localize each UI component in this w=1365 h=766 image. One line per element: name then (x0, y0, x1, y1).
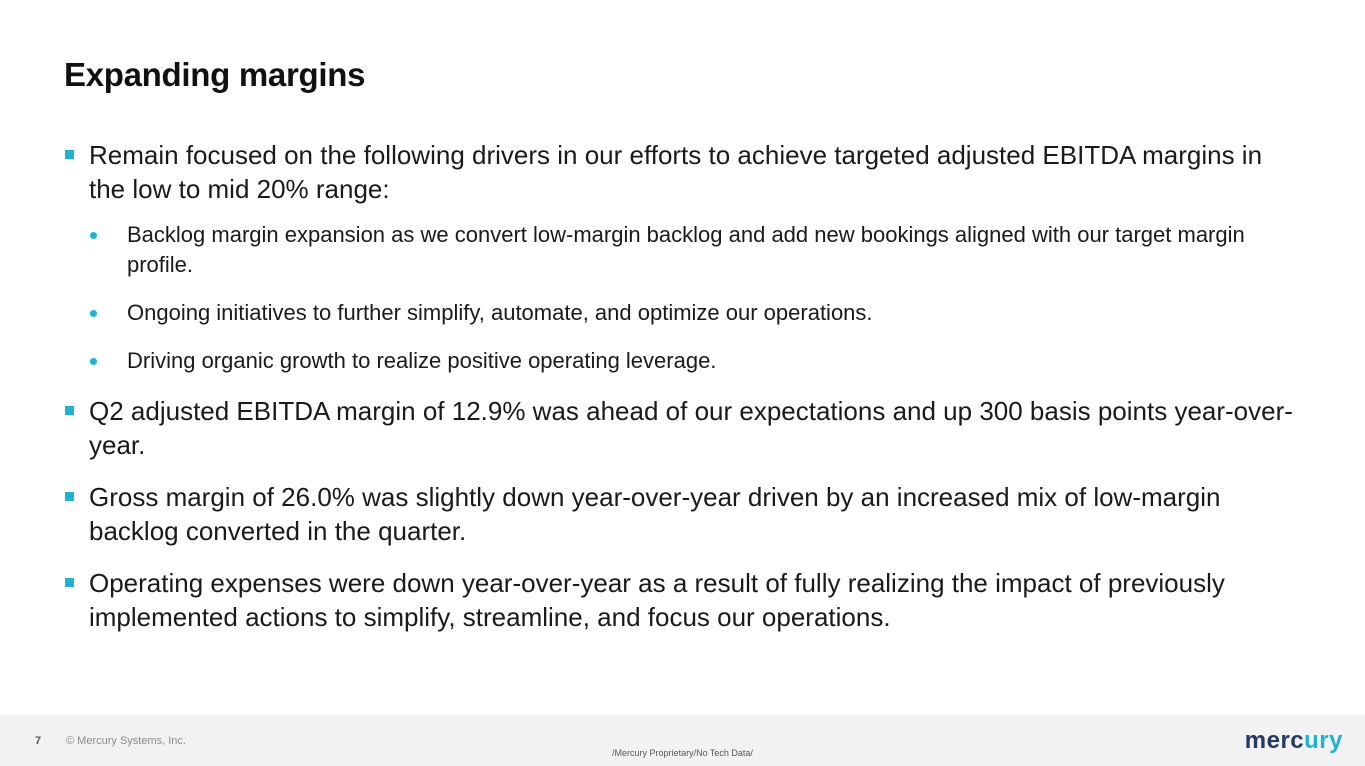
bullet-text: Q2 adjusted EBITDA margin of 12.9% was ahead of our expectations and up 300 basis points year-over-year. (89, 396, 1293, 460)
copyright-text: © Mercury Systems, Inc. (66, 735, 186, 747)
sub-bullet-text: Backlog margin expansion as we convert low-margin backlog and add new bookings aligned with our target margin profile. (127, 222, 1245, 277)
round-bullet-icon (90, 310, 97, 317)
bullet-text: Remain focused on the following drivers in our efforts to achieve targeted adjusted EBITDA margins in the low to mid 20% range: (89, 140, 1263, 204)
bullet-text: Gross margin of 26.0% was slightly down year-over-year driven by an increased mix of low-margin backlog converted in the quarter. (89, 482, 1221, 546)
square-bullet-icon (65, 150, 74, 159)
mercury-logo (1245, 726, 1343, 756)
square-bullet-icon (65, 492, 74, 501)
bullet-item (64, 394, 1304, 462)
sub-bullet-text: Ongoing initiatives to further simplify, automate, and optimize our operations. (127, 300, 873, 325)
bullet-item (64, 566, 1304, 634)
square-bullet-icon (65, 578, 74, 587)
bullet-item (64, 480, 1304, 548)
classification-label: /Mercury Proprietary/No Tech Data/ (612, 748, 753, 758)
round-bullet-icon (90, 358, 97, 365)
slide-footer (0, 715, 1365, 766)
sub-bullet-item (127, 220, 1304, 280)
sub-bullet-text: Driving organic growth to realize positive operating leverage. (127, 348, 717, 373)
logo-text-dark: merc (1244, 727, 1305, 754)
round-bullet-icon (90, 232, 97, 239)
bullet-item (64, 138, 1304, 376)
bullet-text: Operating expenses were down year-over-year as a result of fully realizing the impact of previously implemented actions to simplify, streamline, and focus our operations. (89, 568, 1225, 632)
logo-text-accent: ury (1304, 727, 1343, 754)
square-bullet-icon (65, 406, 74, 415)
sub-bullet-list (89, 220, 1304, 376)
slide-title: Expanding margins (64, 56, 366, 93)
bullet-list (64, 138, 1304, 652)
sub-bullet-item (127, 346, 1304, 376)
sub-bullet-item (127, 298, 1304, 328)
page-number: 7 (35, 735, 42, 747)
